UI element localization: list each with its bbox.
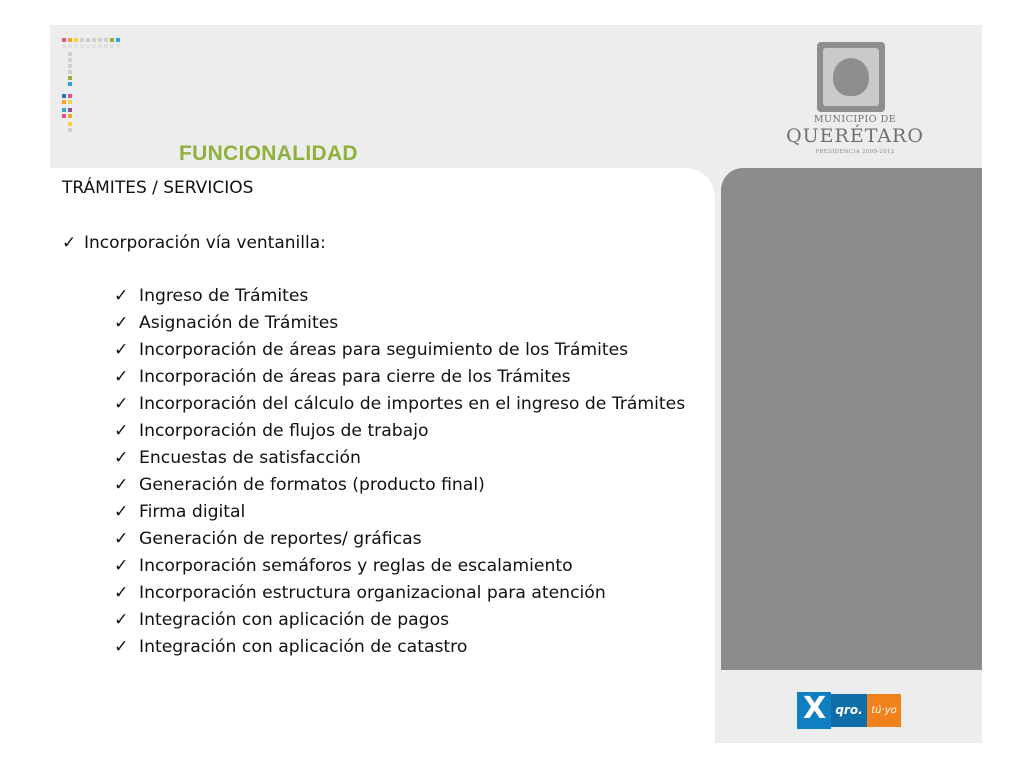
logo-line-2: QUERÉTARO	[786, 125, 924, 147]
logo-line-1: MUNICIPIO DE	[813, 114, 897, 125]
check-icon: ✓	[114, 448, 129, 468]
decorative-dot	[86, 44, 90, 48]
list-item-label: Incorporación del cálculo de importes en el ingreso de Trámites	[139, 394, 686, 414]
decorative-dot	[62, 100, 66, 104]
decorative-dot	[68, 100, 72, 104]
decorative-dot	[116, 38, 120, 42]
logo-line-3: PRESIDENCIA 2009-2012	[815, 149, 895, 155]
coat-of-arms-icon	[817, 42, 885, 112]
decorative-dot	[68, 108, 72, 112]
check-icon: ✓	[114, 529, 129, 549]
decorative-dot	[68, 38, 72, 42]
decorative-dot	[62, 94, 66, 98]
decorative-dot	[68, 64, 72, 68]
decorative-dot	[98, 44, 102, 48]
decorative-dot	[62, 108, 66, 112]
decorative-dot	[68, 94, 72, 98]
decorative-dot	[68, 122, 72, 126]
feature-list	[114, 287, 709, 665]
list-item	[114, 449, 709, 467]
check-icon: ✓	[114, 502, 129, 522]
list-item-label: Firma digital	[139, 502, 246, 522]
check-icon: ✓	[114, 583, 129, 603]
list-item	[114, 476, 709, 494]
list-item-label: Integración con aplicación de pagos	[139, 610, 450, 630]
list-item-label: Ingreso de Trámites	[139, 286, 309, 306]
brand-tu-text: tú·yo	[867, 694, 901, 727]
decorative-dot	[98, 38, 102, 42]
check-icon: ✓	[114, 475, 129, 495]
decorative-dot	[68, 58, 72, 62]
list-item	[114, 638, 709, 656]
decorative-dot	[110, 44, 114, 48]
check-icon: ✓	[114, 340, 129, 360]
decorative-dot	[68, 44, 72, 48]
list-item	[114, 341, 709, 359]
level1-item-label: Incorporación vía ventanilla:	[84, 233, 326, 253]
list-item-label: Incorporación semáforos y reglas de escalamiento	[139, 556, 573, 576]
check-icon: ✓	[114, 394, 129, 414]
decorative-dot	[68, 70, 72, 74]
decorative-dot	[80, 44, 84, 48]
decorative-dot	[68, 128, 72, 132]
list-item-label: Incorporación estructura organizacional para atención	[139, 583, 606, 603]
check-icon: ✓	[114, 610, 129, 630]
brand-qro-text: qro.	[831, 694, 867, 727]
level1-item	[62, 233, 326, 253]
side-panel	[721, 168, 982, 670]
list-item	[114, 422, 709, 440]
decorative-dot	[68, 52, 72, 56]
qro-brand-logo	[797, 692, 905, 729]
list-item-label: Incorporación de flujos de trabajo	[139, 421, 429, 441]
decorative-dot	[68, 76, 72, 80]
decorative-dot	[62, 44, 66, 48]
check-icon: ✓	[114, 637, 129, 657]
decorative-dot	[92, 44, 96, 48]
decorative-dot	[80, 38, 84, 42]
decorative-dot	[116, 44, 120, 48]
decorative-dot	[110, 38, 114, 42]
list-item-label: Encuestas de satisfacción	[139, 448, 361, 468]
decorative-dot	[62, 114, 66, 118]
list-item-label: Generación de formatos (producto final)	[139, 475, 485, 495]
list-item	[114, 557, 709, 575]
municipio-logo	[780, 40, 930, 160]
list-item	[114, 368, 709, 386]
list-item-label: Integración con aplicación de catastro	[139, 637, 468, 657]
list-item	[114, 503, 709, 521]
list-item	[114, 395, 709, 413]
check-icon: ✓	[114, 367, 129, 387]
list-item-label: Incorporación de áreas para cierre de los Trámites	[139, 367, 571, 387]
check-icon: ✓	[114, 421, 129, 441]
decorative-dot	[104, 44, 108, 48]
decorative-dot	[86, 38, 90, 42]
list-item-label: Generación de reportes/ gráficas	[139, 529, 422, 549]
brand-x-mark: X	[797, 692, 831, 729]
list-item	[114, 530, 709, 548]
list-item-label: Asignación de Trámites	[139, 313, 339, 333]
check-icon: ✓	[62, 233, 77, 253]
decorative-dot	[62, 38, 66, 42]
check-icon: ✓	[114, 313, 129, 333]
list-item	[114, 314, 709, 332]
list-item	[114, 584, 709, 602]
check-icon: ✓	[114, 556, 129, 576]
decorative-dot	[74, 38, 78, 42]
decorative-dot	[74, 44, 78, 48]
decorative-dot	[104, 38, 108, 42]
list-item	[114, 611, 709, 629]
decorative-dot	[68, 82, 72, 86]
check-icon: ✓	[114, 286, 129, 306]
list-item-label: Incorporación de áreas para seguimiento de los Trámites	[139, 340, 629, 360]
slide-title: FUNCIONALIDAD	[179, 142, 358, 165]
decorative-dot	[68, 114, 72, 118]
section-heading: TRÁMITES / SERVICIOS	[62, 178, 254, 198]
decorative-dot	[92, 38, 96, 42]
list-item	[114, 287, 709, 305]
